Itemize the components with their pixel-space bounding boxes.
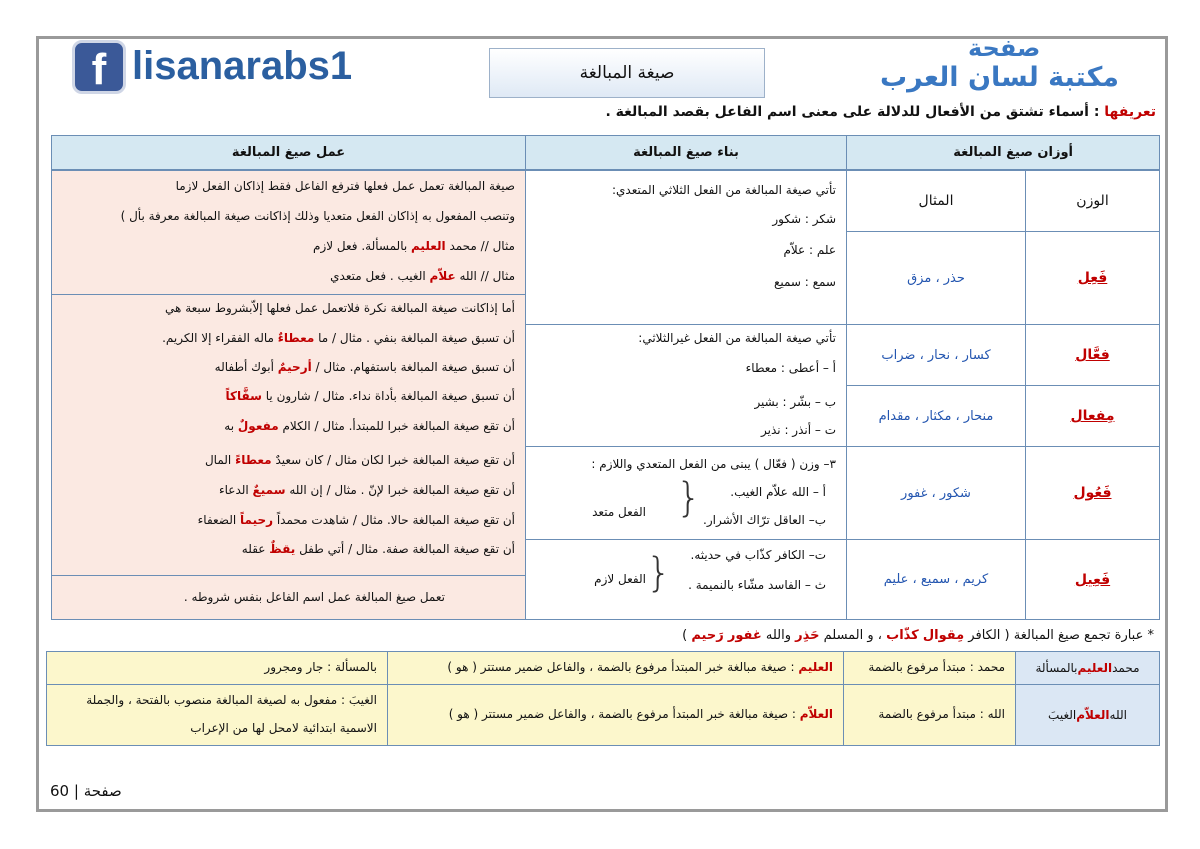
- definition-label: تعريفها: [1104, 104, 1156, 120]
- build-cell-2: تأتي صيغة المبالغة من الفعل غيرالثلاثي: أ – أعطى : معطاء ب – بشّر : بشير ت – أنذر : نذير: [525, 324, 847, 447]
- definition-text: : أسماء تشتق من الأفعال للدلالة على معنى اسم الفاعل بقصد المبالغة .: [605, 104, 1105, 120]
- page-label: صفحة: [83, 782, 122, 800]
- parse-sentence-1: محمد العليم بالمسألة: [1015, 651, 1160, 685]
- example-cell: شكور ، غفور: [846, 446, 1026, 540]
- build-cell-1: تأتي صيغة المبالغة من الفعل الثلاثي المتعدي: شكر : شكور علم : علاّم سمع : سميع: [525, 170, 847, 325]
- facebook-page-name: lisanarabs1: [132, 44, 353, 88]
- parse-cell: الغيبَ : مفعول به لصيغة المبالغة منصوب بالفتحة ، والجملة الاسمية ابتدائية لامحل لها من الإعراب: [46, 684, 388, 746]
- brand-line-2: مكتبة لسان العرب: [880, 62, 1119, 93]
- build-cell-3: ٣– وزن ( فعّال ) يبنى من الفعل المتعدي واللازم : أ – الله علاّم الغيب. ب– العاقل ترّاك الأشرار. { الفعل متعد: [525, 446, 847, 540]
- page-title: صيغة المبالغة: [489, 48, 765, 98]
- parse-cell: محمد : مبتدأ مرفوع بالضمة: [843, 651, 1016, 685]
- brace-icon: {: [646, 550, 672, 596]
- weight-cell: فَعُول: [1025, 446, 1160, 540]
- header-build: بناء صيغ المبالغة: [525, 135, 847, 170]
- facebook-icon: f: [72, 40, 126, 94]
- weight-cell: فَعِل: [1025, 231, 1160, 325]
- parse-cell: العلاّم : صيغة مبالغة خبر المبتدأ مرفوع بالضمة ، والفاعل ضمير مستتر ( هو ): [387, 684, 844, 746]
- weight-cell: فَعِيل: [1025, 539, 1160, 620]
- brand-line-1: صفحة: [968, 34, 1041, 62]
- work-cell-2: أما إذاكانت صيغة المبالغة نكرة فلاتعمل عمل فعلها إلاّبشروط سبعة هي أن تسبق صيغة المبالغة بنفي . مثال / ما معطاءٌ ماله الفقراء إلا الكريم. أن تسبق صيغة المبالغة باستفهام. مثال / أرحيمٌ أبوك أطفاله أن تسبق صيغة المبالغة بأداة نداء. مثال / شارون يا سفَّاكاً أن تقع صيغة المبالغة خبرا للمبتدأ. مثال / الكلام مفعولٌ به أن تقع صيغة المبالغة خبرا لكان مثال / كان سعيدٌ معطاءً المال أن تقع صيغة المبالغة خبرا لإنّ . مثال / إن الله سميعٌ الدعاء أن تقع صيغة المبالغة حالا. مثال / شاهدت محمداً رحيماً الضعفاء أن تقع صيغة المبالغة صفة. مثال / أتي طفل يقظٌ عقله: [51, 294, 526, 576]
- summary-note: * عبارة تجمع صيغ المبالغة ( الكافر مِقوال كذّاب ، و المسلم حَذِر والله غفور رَحيم ): [682, 628, 1154, 643]
- build-cell-4: ت– الكافر كذّاب في حديثه. ث – الفاسد مشّاء بالنميمة . { الفعل لازم: [525, 539, 847, 620]
- page-number: 60: [50, 782, 70, 800]
- example-cell: كريم ، سميع ، عليم: [846, 539, 1026, 620]
- work-cell-3: تعمل صيغ المبالغة عمل اسم الفاعل بنفس شروطه .: [51, 575, 526, 620]
- example-cell: منحار ، مكثار ، مقدام: [846, 385, 1026, 447]
- page-footer: 60 | صفحة: [50, 782, 122, 800]
- weight-cell: فعَّال: [1025, 324, 1160, 386]
- example-cell: كسار ، نحار ، ضراب: [846, 324, 1026, 386]
- definition: [600, 104, 1156, 120]
- weight-cell: مِفعال: [1025, 385, 1160, 447]
- subheader-weight: الوزن: [1025, 170, 1160, 232]
- work-cell-1: صيغة المبالغة تعمل عمل فعلها فترفع الفاعل فقط إذاكان الفعل لازما وتنصب المفعول به إذاكان الفعل متعديا وذلك إذاكانت صيغة المبالغة معرفة بأل ) مثال // محمد العليم بالمسألة. فعل لازم مثال // الله علاّم الغيب . فعل متعدي: [51, 170, 526, 295]
- parse-cell: بالمسألة : جار ومجرور: [46, 651, 388, 685]
- parse-sentence-2: الله العلاّم الغيبَ: [1015, 684, 1160, 746]
- header-work: عمل صيغ المبالغة: [51, 135, 526, 170]
- parse-cell: العليم : صيغة مبالغة خبر المبتدأ مرفوع بالضمة ، والفاعل ضمير مستتر ( هو ): [387, 651, 844, 685]
- header-weights: أوزان صيغ المبالغة: [846, 135, 1160, 170]
- brace-icon: {: [676, 475, 702, 521]
- parse-cell: الله : مبتدأ مرفوع بالضمة: [843, 684, 1016, 746]
- example-cell: حذر ، مزق: [846, 231, 1026, 325]
- subheader-example: المثال: [846, 170, 1026, 232]
